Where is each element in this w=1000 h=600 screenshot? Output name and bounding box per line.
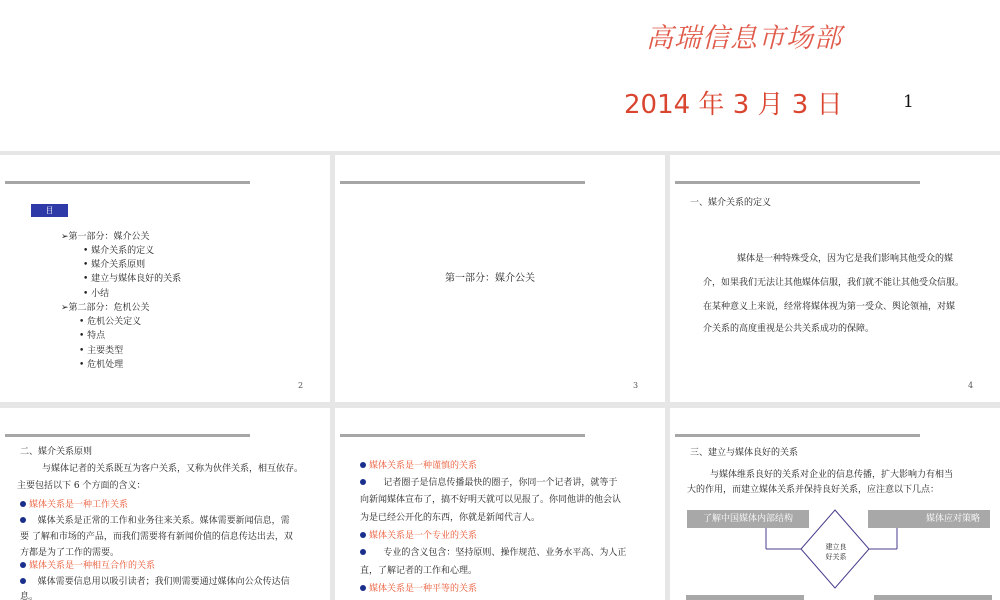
slide-5[interactable] xyxy=(0,408,330,600)
media-structure-button[interactable]: 了解中国媒体内部结构 xyxy=(687,510,809,528)
bullet-icon xyxy=(20,501,26,507)
relationship-diagram xyxy=(670,408,1000,600)
media-strategy-button[interactable]: 媒体应对策略 xyxy=(868,510,990,528)
toc-item: • 特点 xyxy=(79,331,106,341)
slide-heading: 二、媒介关系原则 xyxy=(20,447,93,457)
body-line: 介关系的高度重视是公共关系成功的保障。 xyxy=(703,324,875,334)
body-line: 向新闻媒体宣布了，搞不好明天就可以见报了。你同他讲的他会认 xyxy=(360,495,622,505)
toc-item: • 媒介关系的定义 xyxy=(83,246,155,256)
slide-7[interactable] xyxy=(670,408,1000,600)
page-number: 1 xyxy=(903,92,914,112)
toc-item: ➢第一部分：媒介公关 xyxy=(61,232,150,242)
divider xyxy=(340,434,585,437)
bullet-icon xyxy=(360,532,366,538)
slide-6[interactable] xyxy=(335,408,665,600)
body-line: 与媒体维系良好的关系对企业的信息传播，扩大影响力有相当 xyxy=(710,470,954,480)
body-line: 介，如果我们无法让其他媒体信服，我们就不能让其他受众信服。 xyxy=(703,278,965,288)
slide-heading: 一、媒介关系的定义 xyxy=(690,198,772,208)
principle-title: 媒体关系是一种谨慎的关系 xyxy=(360,459,477,473)
body-line: 大的作用，而建立媒体关系并保持良好关系，应注意以下几点： xyxy=(687,485,940,495)
principle-title: 媒体关系是一种工作关系 xyxy=(20,498,128,512)
body-line: 媒体是一种特殊受众，因为它是我们影响其他受众的媒 xyxy=(737,254,954,264)
bullet-icon xyxy=(20,578,26,584)
bullet-icon xyxy=(360,585,366,591)
slide-3[interactable] xyxy=(335,155,665,402)
bullet-icon xyxy=(20,517,26,523)
toc-item: • 主要类型 xyxy=(79,346,124,356)
toc-item: ➢第二部分：危机公关 xyxy=(61,303,150,313)
toc-item: • 建立与媒体良好的关系 xyxy=(83,274,182,284)
toc-item: • 媒介关系原则 xyxy=(83,260,146,270)
toc-item: • 危机公关定义 xyxy=(79,317,142,327)
body-line: 专业的含义包含：坚持原则、操作规范、业务水平高、为人正 xyxy=(360,546,626,560)
toc-item: • 危机处理 xyxy=(79,360,124,370)
slide-4[interactable] xyxy=(670,155,1000,402)
body-line: 媒体需要信息用以吸引读者；我们则需要通过媒体向公众传达信 xyxy=(20,575,290,589)
bullet-icon xyxy=(20,562,26,568)
divider xyxy=(340,181,585,184)
presentation-date: 2014 年 3 月 3 日 xyxy=(624,90,843,120)
body-line: 要 了解和市场的产品，而我们需要将有新闻价值的信息传达出去，双 xyxy=(20,532,293,542)
slide-2[interactable] xyxy=(0,155,330,402)
body-line: 记者圈子是信息传播最快的圈子，你同一个记者讲，就等于 xyxy=(360,476,617,490)
slide-heading: 三、建立与媒体良好的关系 xyxy=(690,448,799,458)
page-number: 2 xyxy=(298,381,304,390)
bullet-icon xyxy=(360,549,366,555)
body-line: 直，了解记者的工作和心理。 xyxy=(360,566,478,576)
company-name: 高瑞信息市场部 xyxy=(646,23,842,54)
diagram-center-label: 建立良 好关系 xyxy=(825,543,847,561)
body-line: 息。 xyxy=(20,592,39,600)
toc-heading: 目 xyxy=(31,204,68,217)
body-line: 主要包括以下 6 个方面的含义： xyxy=(17,481,146,491)
title-slide xyxy=(0,0,1000,151)
body-line: 方都是为了工作的需要。 xyxy=(20,548,120,558)
divider xyxy=(5,181,250,184)
bullet-icon xyxy=(360,462,366,468)
page-number: 4 xyxy=(968,381,974,390)
divider xyxy=(5,434,250,437)
divider xyxy=(675,181,920,184)
toc-item: • 小结 xyxy=(83,289,110,299)
body-line: 在某种意义上来说，经常将媒体视为第一受众、舆论领袖，对媒 xyxy=(703,302,956,312)
principle-title: 媒体关系是一个专业的关系 xyxy=(360,529,477,543)
page-number: 3 xyxy=(633,381,639,390)
bullet-icon xyxy=(360,479,366,485)
body-line: 与媒体记者的关系既互为客户关系，又称为伙伴关系，相互依存。 xyxy=(42,464,304,474)
body-line: 为是已经公开化的东西，你就是新闻代言人。 xyxy=(360,513,541,523)
principle-title: 媒体关系是一种平等的关系 xyxy=(360,582,477,596)
section-title: 第一部分：媒介公关 xyxy=(445,273,535,284)
principle-title: 媒体关系是一种相互合作的关系 xyxy=(20,559,155,573)
body-line: 媒体关系是正常的工作和业务往来关系。媒体需要新闻信息，需 xyxy=(20,514,290,528)
